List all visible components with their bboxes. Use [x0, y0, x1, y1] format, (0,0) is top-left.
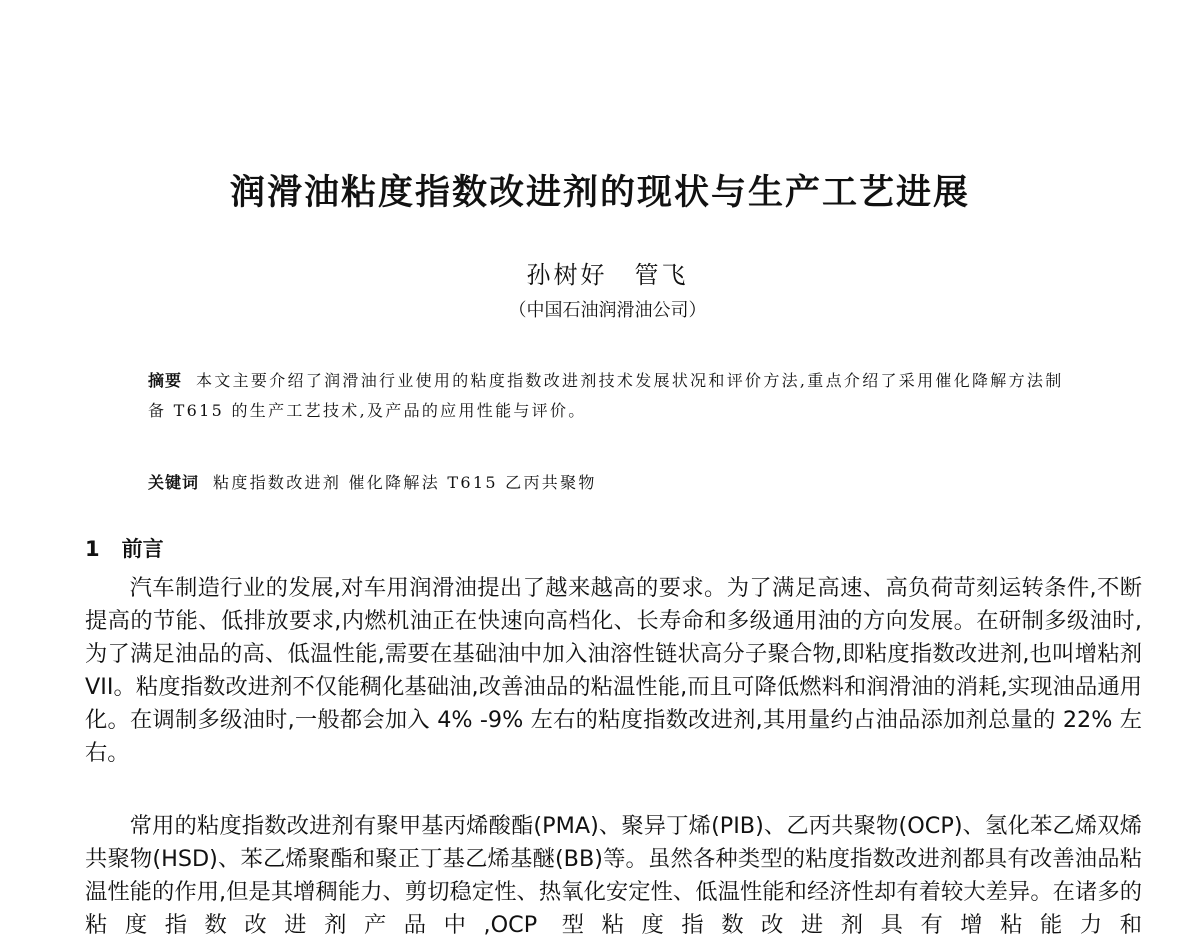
paper-title: 润滑油粘度指数改进剂的现状与生产工艺进展	[229, 173, 970, 213]
paragraph-1	[85, 572, 1142, 770]
section-number: 1	[85, 537, 100, 561]
section-title: 前言	[121, 537, 164, 561]
paragraph-text: 常用的粘度指数改进剂有聚甲基丙烯酸酯(PMA)、聚异丁烯(PIB)、乙丙共聚物(OCP)、氢化苯乙烯双烯共聚物(HSD)、苯乙烯聚酯和聚正丁基乙烯基醚(BB)等。虽然各种类型的粘度指数改进剂都具有改善油品粘温性能的作用,但是其增稠能力、剪切稳定性、热氧化安定性、低温性能和经济性却有着较大差异。在诸多的粘度指数改进剂产品中,OCP 型粘度指数改进剂具有增粘能力和	[85, 813, 1142, 938]
abstract	[148, 366, 1068, 426]
abstract-text: 本文主要介绍了润滑油行业使用的粘度指数改进剂技术发展状况和评价方法,重点介绍了采用催化降解方法制备 T615 的生产工艺技术,及产品的应用性能与评价。	[148, 371, 1064, 420]
abstract-label: 摘要	[148, 371, 183, 390]
affiliation: （中国石油润滑油公司）	[508, 300, 707, 321]
keywords-text: 粘度指数改进剂 催化降解法 T615 乙丙共聚物	[213, 473, 597, 492]
keywords	[148, 468, 1068, 498]
keywords-label: 关键词	[148, 473, 200, 492]
paragraph-text: 汽车制造行业的发展,对车用润滑油提出了越来越高的要求。为了满足高速、高负荷苛刻运转条件,不断提高的节能、低排放要求,内燃机油正在快速向高档化、长寿命和多级通用油的方向发展。在研制多级油时,为了满足油品的高、低温性能,需要在基础油中加入油溶性链状高分子聚合物,即粘度指数改进剂,也叫增粘剂 VII。粘度指数改进剂不仅能稠化基础油,改善油品的粘温性能,而且可降低燃料和润滑油的消耗,实现油品通用化。在调制多级油时,一般都会加入 4% -9% 左右的粘度指数改进剂,其用量约占油品添加剂总量的 22% 左右。	[85, 575, 1142, 766]
section-heading	[85, 533, 164, 563]
paragraph-2	[85, 810, 1142, 942]
authors: 孙树好 管飞	[526, 261, 689, 289]
